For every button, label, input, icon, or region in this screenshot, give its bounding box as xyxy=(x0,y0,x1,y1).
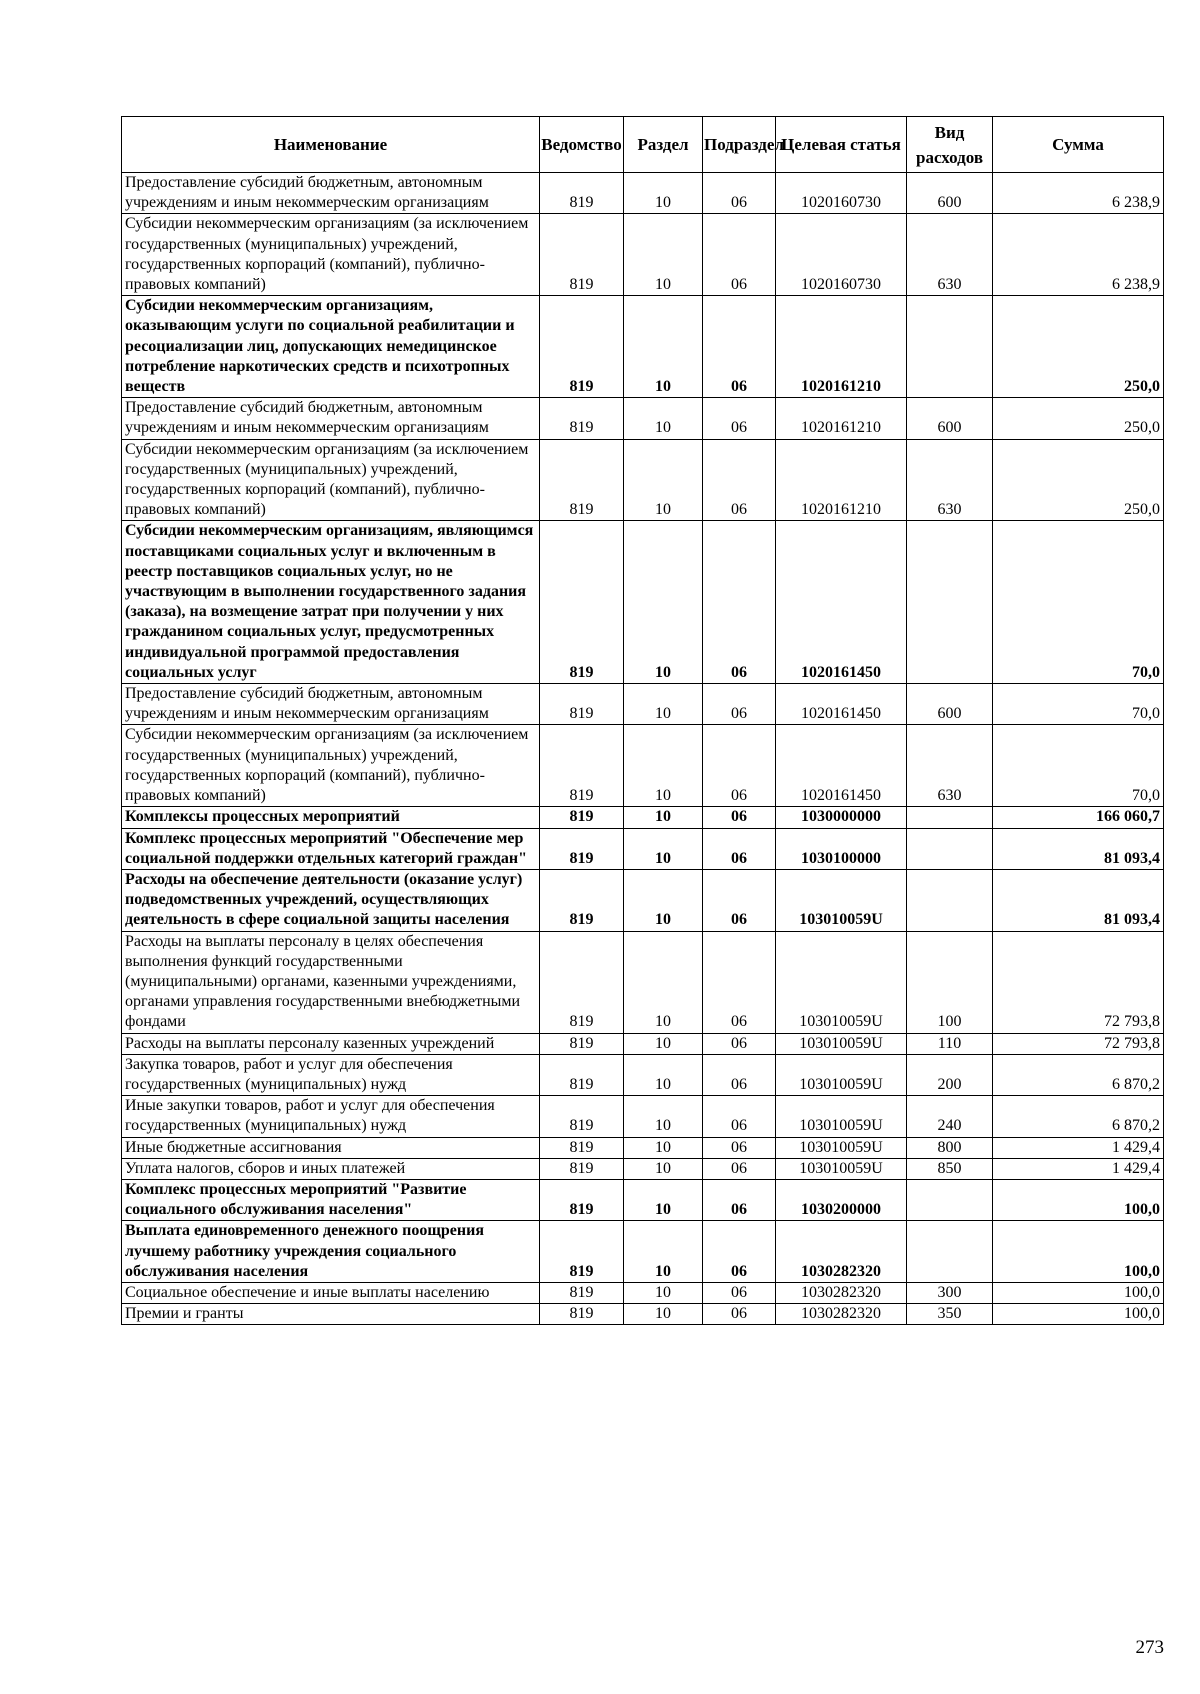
cell-target: 1020160730 xyxy=(776,214,907,296)
cell-sum: 1 429,4 xyxy=(993,1137,1164,1158)
cell-subsection: 06 xyxy=(703,214,776,296)
cell-name: Расходы на выплаты персоналу казенных учреждений xyxy=(122,1033,540,1054)
cell-dept: 819 xyxy=(540,173,624,214)
cell-target: 1020161210 xyxy=(776,398,907,439)
cell-section: 10 xyxy=(624,1096,703,1137)
cell-sum: 250,0 xyxy=(993,296,1164,398)
cell-target: 1030282320 xyxy=(776,1282,907,1303)
cell-target: 103010059U xyxy=(776,869,907,931)
cell-dept: 819 xyxy=(540,684,624,725)
cell-subsection: 06 xyxy=(703,521,776,684)
cell-exptype: 850 xyxy=(907,1158,993,1179)
cell-section: 10 xyxy=(624,1179,703,1220)
cell-subsection: 06 xyxy=(703,1033,776,1054)
table-row xyxy=(122,1304,1164,1325)
cell-sum: 6 870,2 xyxy=(993,1054,1164,1095)
cell-name: Премии и гранты xyxy=(122,1304,540,1325)
cell-target: 103010059U xyxy=(776,1033,907,1054)
cell-subsection: 06 xyxy=(703,1221,776,1283)
cell-subsection: 06 xyxy=(703,828,776,869)
table-row xyxy=(122,1096,1164,1137)
cell-name: Расходы на выплаты персоналу в целях обеспечения выполнения функций государственными (муниципальными) органами, казенными учреждениями, органами управления государственными внебюджетными фондами xyxy=(122,931,540,1033)
cell-section: 10 xyxy=(624,1282,703,1303)
cell-dept: 819 xyxy=(540,828,624,869)
cell-section: 10 xyxy=(624,931,703,1033)
cell-name: Субсидии некоммерческим организациям (за исключением государственных (муниципальных) учреждений, государственных корпораций (компаний), публично-правовых компаний) xyxy=(122,439,540,521)
cell-sum: 100,0 xyxy=(993,1221,1164,1283)
cell-target: 103010059U xyxy=(776,1137,907,1158)
cell-name: Предоставление субсидий бюджетным, автономным учреждениям и иным некоммерческим организациям xyxy=(122,684,540,725)
cell-subsection: 06 xyxy=(703,1158,776,1179)
cell-target: 1030000000 xyxy=(776,807,907,828)
cell-dept: 819 xyxy=(540,439,624,521)
cell-name: Уплата налогов, сборов и иных платежей xyxy=(122,1158,540,1179)
cell-subsection: 06 xyxy=(703,1304,776,1325)
cell-name: Комплекс процессных мероприятий "Обеспечение мер социальной поддержки отдельных категорий граждан" xyxy=(122,828,540,869)
cell-section: 10 xyxy=(624,1304,703,1325)
header-name: Наименование xyxy=(122,117,540,173)
cell-sum: 70,0 xyxy=(993,521,1164,684)
cell-exptype: 100 xyxy=(907,931,993,1033)
cell-subsection: 06 xyxy=(703,439,776,521)
cell-dept: 819 xyxy=(540,1054,624,1095)
cell-dept: 819 xyxy=(540,807,624,828)
cell-name: Предоставление субсидий бюджетным, автономным учреждениям и иным некоммерческим организациям xyxy=(122,173,540,214)
cell-section: 10 xyxy=(624,807,703,828)
header-target: Целевая статья xyxy=(776,117,907,173)
cell-sum: 6 238,9 xyxy=(993,173,1164,214)
cell-exptype xyxy=(907,807,993,828)
cell-subsection: 06 xyxy=(703,684,776,725)
cell-sum: 6 238,9 xyxy=(993,214,1164,296)
table-row xyxy=(122,1137,1164,1158)
cell-name: Комплекс процессных мероприятий "Развитие социального обслуживания населения" xyxy=(122,1179,540,1220)
cell-section: 10 xyxy=(624,725,703,807)
table-row xyxy=(122,521,1164,684)
cell-name: Предоставление субсидий бюджетным, автономным учреждениям и иным некоммерческим организациям xyxy=(122,398,540,439)
cell-exptype: 200 xyxy=(907,1054,993,1095)
cell-target: 1020160730 xyxy=(776,173,907,214)
table-row xyxy=(122,439,1164,521)
cell-name: Комплексы процессных мероприятий xyxy=(122,807,540,828)
cell-subsection: 06 xyxy=(703,398,776,439)
cell-dept: 819 xyxy=(540,869,624,931)
cell-exptype xyxy=(907,1179,993,1220)
cell-section: 10 xyxy=(624,398,703,439)
header-subsection: Подраздел xyxy=(703,117,776,173)
cell-subsection: 06 xyxy=(703,869,776,931)
cell-exptype: 600 xyxy=(907,398,993,439)
cell-exptype: 600 xyxy=(907,684,993,725)
table-body xyxy=(122,173,1164,1325)
table-row xyxy=(122,1179,1164,1220)
cell-exptype: 630 xyxy=(907,439,993,521)
cell-exptype: 800 xyxy=(907,1137,993,1158)
cell-target: 1030100000 xyxy=(776,828,907,869)
header-sum: Сумма xyxy=(993,117,1164,173)
cell-exptype xyxy=(907,296,993,398)
cell-exptype xyxy=(907,1221,993,1283)
cell-exptype: 600 xyxy=(907,173,993,214)
cell-sum: 6 870,2 xyxy=(993,1096,1164,1137)
cell-section: 10 xyxy=(624,828,703,869)
cell-section: 10 xyxy=(624,1158,703,1179)
table-row xyxy=(122,931,1164,1033)
cell-sum: 81 093,4 xyxy=(993,869,1164,931)
cell-dept: 819 xyxy=(540,1304,624,1325)
cell-exptype: 110 xyxy=(907,1033,993,1054)
table-row xyxy=(122,684,1164,725)
cell-dept: 819 xyxy=(540,521,624,684)
cell-dept: 819 xyxy=(540,296,624,398)
cell-dept: 819 xyxy=(540,1221,624,1283)
cell-name: Социальное обеспечение и иные выплаты населению xyxy=(122,1282,540,1303)
cell-target: 1020161450 xyxy=(776,725,907,807)
cell-dept: 819 xyxy=(540,398,624,439)
cell-subsection: 06 xyxy=(703,1179,776,1220)
cell-target: 1020161450 xyxy=(776,684,907,725)
cell-exptype: 630 xyxy=(907,725,993,807)
cell-sum: 166 060,7 xyxy=(993,807,1164,828)
cell-section: 10 xyxy=(624,214,703,296)
table-row xyxy=(122,807,1164,828)
table-header-row xyxy=(122,117,1164,173)
page-number: 273 xyxy=(1135,1637,1164,1658)
table-row xyxy=(122,1282,1164,1303)
cell-subsection: 06 xyxy=(703,807,776,828)
cell-dept: 819 xyxy=(540,725,624,807)
cell-sum: 81 093,4 xyxy=(993,828,1164,869)
cell-subsection: 06 xyxy=(703,1054,776,1095)
cell-section: 10 xyxy=(624,1221,703,1283)
cell-target: 1030282320 xyxy=(776,1304,907,1325)
cell-section: 10 xyxy=(624,1033,703,1054)
cell-dept: 819 xyxy=(540,1096,624,1137)
table-row xyxy=(122,1221,1164,1283)
cell-target: 103010059U xyxy=(776,1158,907,1179)
table-row xyxy=(122,214,1164,296)
cell-subsection: 06 xyxy=(703,1096,776,1137)
table-row xyxy=(122,173,1164,214)
cell-subsection: 06 xyxy=(703,1137,776,1158)
cell-dept: 819 xyxy=(540,1282,624,1303)
cell-sum: 100,0 xyxy=(993,1179,1164,1220)
table-row xyxy=(122,1158,1164,1179)
table-row xyxy=(122,296,1164,398)
header-exptype: Вид расходов xyxy=(907,117,993,173)
cell-target: 103010059U xyxy=(776,1054,907,1095)
cell-exptype xyxy=(907,521,993,684)
cell-dept: 819 xyxy=(540,1033,624,1054)
budget-table xyxy=(121,116,1164,1325)
cell-target: 103010059U xyxy=(776,1096,907,1137)
cell-sum: 70,0 xyxy=(993,725,1164,807)
cell-section: 10 xyxy=(624,869,703,931)
cell-subsection: 06 xyxy=(703,931,776,1033)
cell-subsection: 06 xyxy=(703,296,776,398)
cell-dept: 819 xyxy=(540,1158,624,1179)
cell-name: Расходы на обеспечение деятельности (оказание услуг) подведомственных учреждений, осуществляющих деятельность в сфере социальной защиты населения xyxy=(122,869,540,931)
cell-sum: 250,0 xyxy=(993,398,1164,439)
cell-section: 10 xyxy=(624,1054,703,1095)
cell-section: 10 xyxy=(624,521,703,684)
cell-exptype xyxy=(907,869,993,931)
cell-target: 1020161210 xyxy=(776,296,907,398)
table-row xyxy=(122,1033,1164,1054)
cell-exptype: 300 xyxy=(907,1282,993,1303)
cell-section: 10 xyxy=(624,439,703,521)
cell-target: 1030200000 xyxy=(776,1179,907,1220)
cell-target: 1020161210 xyxy=(776,439,907,521)
header-section: Раздел xyxy=(624,117,703,173)
cell-name: Выплата единовременного денежного поощрения лучшему работнику учреждения социального обслуживания населения xyxy=(122,1221,540,1283)
cell-name: Иные бюджетные ассигнования xyxy=(122,1137,540,1158)
cell-sum: 70,0 xyxy=(993,684,1164,725)
cell-name: Иные закупки товаров, работ и услуг для обеспечения государственных (муниципальных) нужд xyxy=(122,1096,540,1137)
table-row xyxy=(122,398,1164,439)
cell-dept: 819 xyxy=(540,1179,624,1220)
cell-section: 10 xyxy=(624,296,703,398)
cell-name: Субсидии некоммерческим организациям (за исключением государственных (муниципальных) учреждений, государственных корпораций (компаний), публично-правовых компаний) xyxy=(122,725,540,807)
cell-name: Субсидии некоммерческим организациям (за исключением государственных (муниципальных) учреждений, государственных корпораций (компаний), публично-правовых компаний) xyxy=(122,214,540,296)
cell-exptype: 240 xyxy=(907,1096,993,1137)
cell-sum: 250,0 xyxy=(993,439,1164,521)
cell-sum: 1 429,4 xyxy=(993,1158,1164,1179)
cell-sum: 72 793,8 xyxy=(993,931,1164,1033)
cell-subsection: 06 xyxy=(703,725,776,807)
cell-target: 1020161450 xyxy=(776,521,907,684)
table-row xyxy=(122,1054,1164,1095)
cell-exptype: 630 xyxy=(907,214,993,296)
cell-section: 10 xyxy=(624,1137,703,1158)
cell-section: 10 xyxy=(624,173,703,214)
cell-sum: 100,0 xyxy=(993,1304,1164,1325)
cell-dept: 819 xyxy=(540,214,624,296)
table-row xyxy=(122,828,1164,869)
cell-sum: 72 793,8 xyxy=(993,1033,1164,1054)
cell-subsection: 06 xyxy=(703,173,776,214)
table-row xyxy=(122,725,1164,807)
cell-dept: 819 xyxy=(540,1137,624,1158)
cell-exptype xyxy=(907,828,993,869)
table-row xyxy=(122,869,1164,931)
cell-target: 103010059U xyxy=(776,931,907,1033)
cell-subsection: 06 xyxy=(703,1282,776,1303)
cell-section: 10 xyxy=(624,684,703,725)
cell-dept: 819 xyxy=(540,931,624,1033)
cell-name: Субсидии некоммерческим организациям, оказывающим услуги по социальной реабилитации и ресоциализации лиц, допускающих немедицинское потребление наркотических средств и психотропных веществ xyxy=(122,296,540,398)
cell-target: 1030282320 xyxy=(776,1221,907,1283)
cell-name: Субсидии некоммерческим организациям, являющимся поставщиками социальных услуг и включенным в реестр поставщиков социальных услуг, но не участвующим в выполнении государственного задания (заказа), на возмещение затрат при получении у них гражданином социальных услуг, предусмотренных индивидуальной программой предоставления социальных услуг xyxy=(122,521,540,684)
header-dept: Ведомство xyxy=(540,117,624,173)
cell-sum: 100,0 xyxy=(993,1282,1164,1303)
cell-name: Закупка товаров, работ и услуг для обеспечения государственных (муниципальных) нужд xyxy=(122,1054,540,1095)
cell-exptype: 350 xyxy=(907,1304,993,1325)
